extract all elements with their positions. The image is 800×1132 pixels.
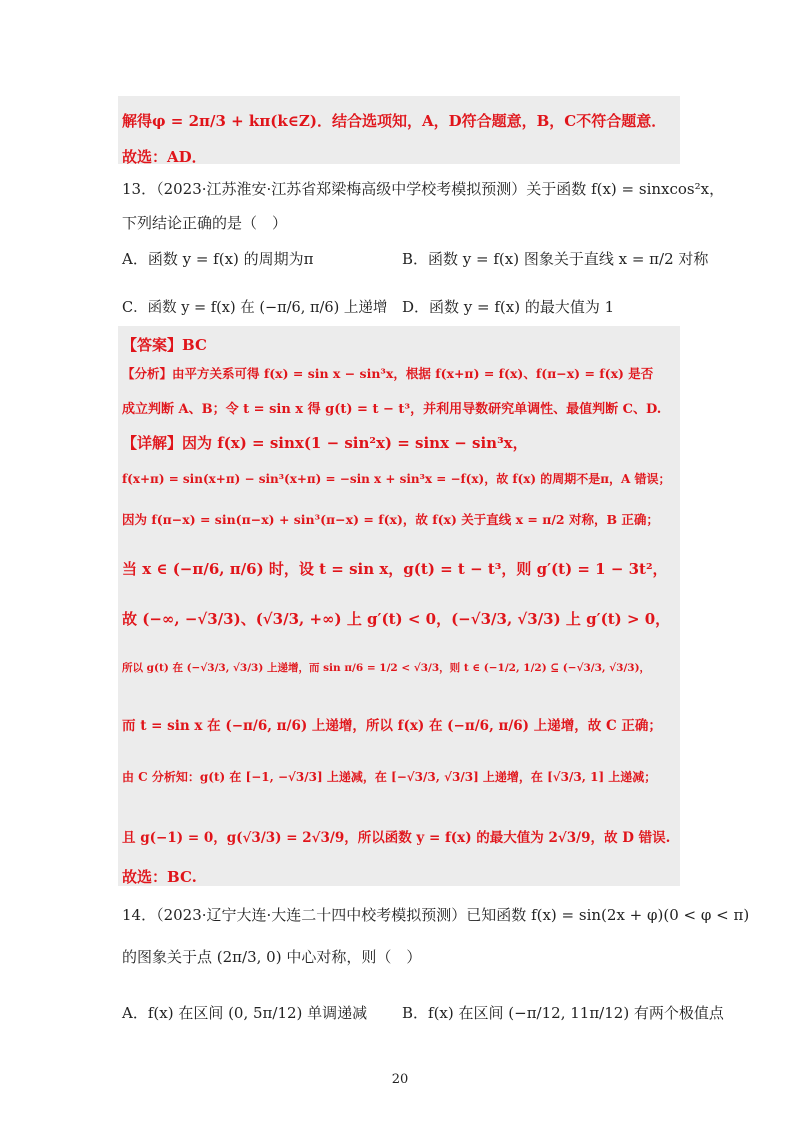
q13-detail-line7: 而 t = sin x 在 (−π/6, π/6) 上递增，所以 f(x) 在 (−π/6, π/6) 上递增，故 C 正确； <box>122 718 662 734</box>
q13-option-c: C．函数 y = f(x) 在 (−π/6, π/6) 上递增 <box>122 300 388 316</box>
q13-stem-line2: 下列结论正确的是（ ） <box>122 214 288 232</box>
q13-analysis-line1: 【分析】由平方关系可得 f(x) = sin x − sin³x，根据 f(x+π) = f(x)、f(π−x) = f(x) 是否 <box>122 366 654 381</box>
solution-box-q13 <box>118 326 680 886</box>
q13-stem-line1: 13．（2023·江苏淮安·江苏省郑梁梅高级中学校考模拟预测）关于函数 f(x) = sinxcos²x， <box>122 180 725 198</box>
q13-detail-line2: f(x+π) = sin(x+π) − sin³(x+π) = −sin x + sin³x = −f(x)，故 f(x) 的周期不是π，A 错误； <box>122 472 671 486</box>
q12-solution-line: 解得φ = 2π/3 + kπ(k∈Z)．结合选项知，A，D符合题意，B，C不符合题意． <box>122 112 667 130</box>
q14-stem-line1: 14．（2023·辽宁大连·大连二十四中校考模拟预测）已知函数 f(x) = sin(2x + φ)(0 < φ < π) <box>122 906 750 924</box>
q13-detail-line6: 所以 g(t) 在 (−√3/3, √3/3) 上递增，而 sin π/6 = 1/2 < √3/3，则 t ∈ (−1/2, 1/2) ⊆ (−√3/3, √3/3)， <box>122 662 651 674</box>
q13-detail-line3: 因为 f(π−x) = sin(π−x) + sin³(π−x) = f(x)，故 f(x) 关于直线 x = π/2 对称，B 正确； <box>122 512 659 527</box>
q13-detail-line9: 且 g(−1) = 0，g(√3/3) = 2√3/9，所以函数 y = f(x) 的最大值为 2√3/9，故 D 错误. <box>122 830 671 846</box>
q13-option-b: B．函数 y = f(x) 图象关于直线 x = π/2 对称 <box>402 250 709 268</box>
q13-detail-line1: 【详解】因为 f(x) = sinx(1 − sin²x) = sinx − sin³x， <box>122 434 528 452</box>
q13-option-a: A．函数 y = f(x) 的周期为π <box>122 250 314 268</box>
q13-option-d: D．函数 y = f(x) 的最大值为 1 <box>402 298 615 316</box>
q14-option-a: A．f(x) 在区间 (0, 5π/12) 单调递减 <box>122 1004 368 1022</box>
q13-detail-line8: 由 C 分析知：g(t) 在 [−1, −√3/3] 上递减，在 [−√3/3, √3/3] 上递增，在 [√3/3, 1] 上递减； <box>122 770 657 784</box>
q13-detail-line5: 故 (−∞, −√3/3)、(√3/3, +∞) 上 g′(t) < 0，(−√3/3, √3/3) 上 g′(t) > 0， <box>122 610 671 628</box>
q13-answer: 【答案】BC <box>122 336 207 354</box>
q13-detail-line4: 当 x ∈ (−π/6, π/6) 时，设 t = sin x，g(t) = t − t³，则 g′(t) = 1 − 3t²， <box>122 560 668 578</box>
q12-choice: 故选：AD． <box>122 148 207 166</box>
q13-choice: 故选：BC. <box>122 868 197 886</box>
solution-box-q12 <box>118 96 680 164</box>
page-number: 20 <box>391 1072 409 1087</box>
q13-analysis-line2: 成立判断 A、B；令 t = sin x 得 g(t) = t − t³，并利用导数研究单调性、最值判断 C、D. <box>122 402 662 417</box>
q14-stem-line2: 的图象关于点 (2π/3, 0) 中心对称，则（ ） <box>122 948 422 966</box>
q14-option-b: B．f(x) 在区间 (−π/12, 11π/12) 有两个极值点 <box>402 1004 724 1022</box>
